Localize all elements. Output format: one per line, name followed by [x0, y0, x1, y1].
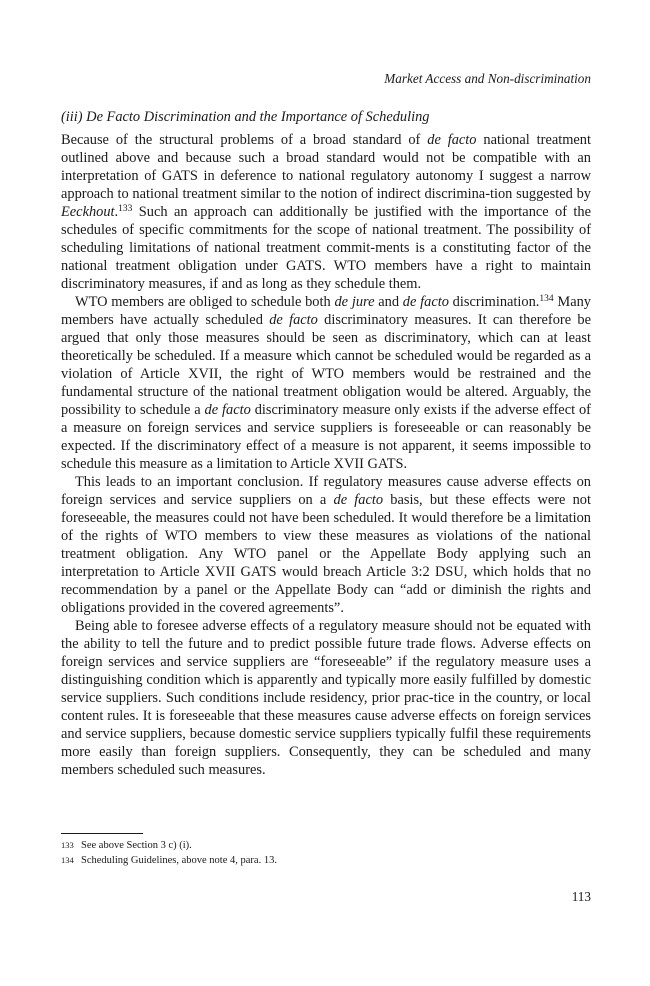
footnote-133 — [61, 838, 591, 853]
italic-term: de jure — [334, 294, 375, 310]
paragraph-1 — [61, 131, 591, 293]
paragraph-4 — [61, 617, 591, 779]
footnote-reference-134[interactable]: 134 — [539, 294, 554, 304]
text-run: discriminatory measure only exists if the adverse effect of a measure on foreign services and service suppliers is foreseeable or can reasonably be expected. If the discriminatory effect of a measure is not apparent, it seems impossible to schedule this measure as a limitation to Article XVII GATS. — [61, 402, 591, 472]
section-heading: (iii) De Facto Discrimination and the Importance of Scheduling — [61, 109, 430, 125]
italic-term: de facto — [269, 312, 318, 328]
footnotes — [61, 838, 591, 868]
text-run: WTO members are obliged to schedule both — [75, 294, 335, 310]
text-run: national treatment outlined above and because such a broad standard would not be compatible with an interpretation of GATS in deference to national regulatory autonomy I suggest a narrow approach to national treatment similar to the notion of indirect discrimina-tion suggested by — [61, 132, 591, 202]
text-run: basis, but these effects were not foreseeable, the measures could not have been scheduled. It would therefore be a limitation of the rights of WTO members to view these measures as violations of the national treatment obligation. Any WTO panel or the Appellate Body applying such an interpretation to Article XVII GATS would breach Article 3:2 DSU, which holds that no recommendation by a panel or the Appellate Body can “add or diminish the rights and obligations provided in the covered agreements”. — [61, 492, 591, 616]
italic-term: de facto — [427, 132, 477, 148]
italic-author-name: Eeckhout — [61, 204, 115, 220]
italic-term: de facto — [333, 492, 384, 508]
text-run: and — [374, 294, 403, 310]
text-run: discrimination. — [448, 294, 540, 310]
footnote-text: Scheduling Guidelines, above note 4, para. 13. — [81, 855, 277, 866]
text-run: Being able to foresee adverse effects of a regulatory measure should not be equated with the ability to tell the future and to predict possible future trade flows. Adverse effects on foreign services and service suppliers are “foreseeable” if the regulatory measure uses a distinguishing condition which is apparently and typically more easily fulfilled by domestic service suppliers. Such conditions include residency, prior prac-tice in the country, or local content rules. It is foreseeable that these measures cause adverse effects on foreign services and service suppliers, because domestic service suppliers typically fulfil these requirements more easily than foreign suppliers. Consequently, they can be scheduled and many members scheduled such measures. — [61, 618, 591, 778]
text-run: Such an approach can additionally be justified with the importance of the schedules of specific commitments for the scope of national treatment. The possibility of scheduling limitations of national treatment commit-ments is a constituting factor of the national treatment obligation under GATS. WTO members have a right to maintain discriminatory measures, if and as long as they schedule them. — [61, 204, 591, 292]
text-run: Because of the structural problems of a broad standard of — [61, 132, 428, 148]
paragraph-2 — [61, 293, 591, 473]
italic-term: de facto — [204, 402, 251, 418]
text-run: . — [114, 204, 119, 220]
paragraph-3 — [61, 473, 591, 617]
footnote-number: 134 — [61, 855, 74, 865]
footnote-text: See above Section 3 c) (i). — [81, 840, 192, 851]
footnote-separator — [61, 833, 143, 834]
body-text — [61, 131, 591, 779]
text-run: Many members have actually scheduled — [61, 294, 591, 328]
footnote-reference-133[interactable]: 133 — [118, 204, 133, 214]
footnote-number: 133 — [61, 840, 74, 850]
text-run: This leads to an important conclusion. If regulatory measures cause adverse effects on foreign services and service suppliers on a — [61, 474, 591, 508]
footnote-134 — [61, 853, 591, 868]
italic-term: de facto — [402, 294, 449, 310]
page-number: 113 — [571, 889, 591, 904]
text-run: discriminatory measures. It can therefore be argued that only those measures should be seen as discriminatory, which can at least theoretically be scheduled. If a measure which cannot be scheduled would be regarded as a violation of Article XVII, the right of WTO members would be restrained and the fundamental structure of the national treatment obligation would be altered. Arguably, the possibility to schedule a — [61, 312, 591, 418]
running-header: Market Access and Non-discrimination — [384, 71, 591, 86]
